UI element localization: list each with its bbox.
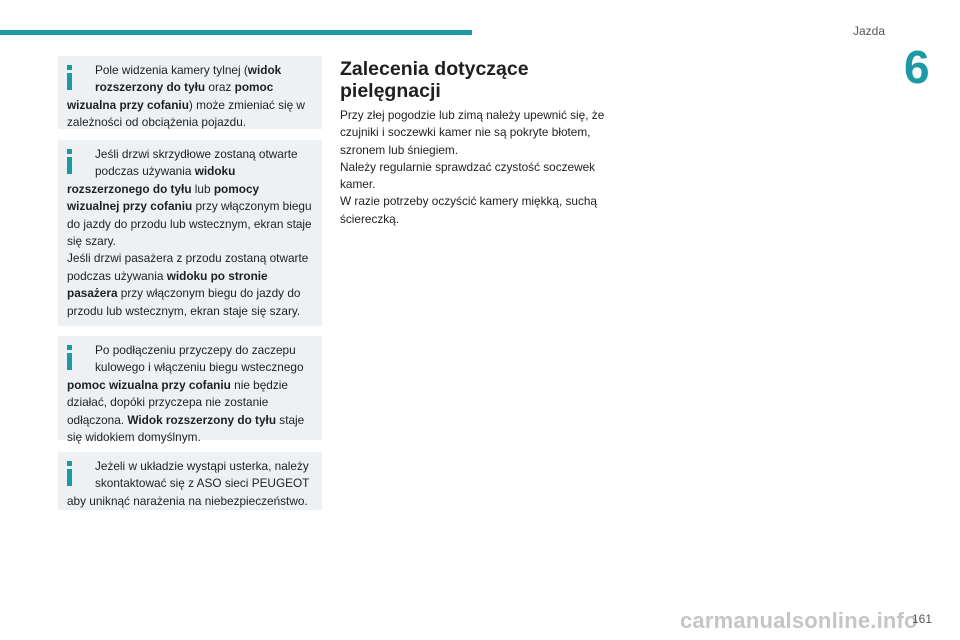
note-text-run: Jeśli drzwi skrzydłowe zostaną otwarte podczas używania [95,147,298,179]
note-text [67,63,305,129]
info-icon [67,65,87,90]
section-body [340,107,610,228]
section-paragraph: Należy regularnie sprawdzać czystość soczewek kamer. [340,159,596,192]
note-text-run: przy włączonym biegu do jazdy do przodu lub wstecznym, ekran staje się szary. [67,286,301,318]
section-title: Zalecenia dotyczące pielęgnacji [340,58,529,102]
note-text-run: Jeżeli w układzie wystąpi usterka, należy skontaktować się z ASO sieci PEUGEOT aby uniknąć narażenia na niebezpieczeństwo. [67,459,310,508]
note-bold-term: pomoc wizualna przy cofaniu [67,80,274,112]
note-bold-term: pomocy wizualnej przy cofaniu [67,181,260,214]
note-bold-term: widok rozszerzony do tyłu [95,63,282,95]
note-text-run: oraz [205,80,235,95]
note-text-run: ) może zmieniać się w zależności od obciążenia pojazdu. [67,97,305,130]
info-icon [67,149,87,174]
info-icon [67,345,87,370]
note-text [67,147,312,318]
section-paragraph: Przy złej pogodzie lub zimą należy upewnić się, że czujniki i soczewki kamer nie są pokryte błotem, szronem lub śniegiem. [340,108,605,157]
note-text [67,459,309,508]
header-accent-bar [0,30,472,35]
info-icon [67,461,87,486]
note-text-run: Jeśli drzwi pasażera z przodu zostaną otwarte podczas używania [67,251,309,283]
watermark: carmanualsonline.info [680,608,918,633]
note-bold-term: pomoc wizualna przy cofaniu [67,377,231,392]
info-note [58,56,322,129]
chapter-title: Jazda [853,24,886,38]
info-note [58,140,322,326]
info-note [58,336,322,445]
note-text-run: nie będzie działać, dopóki przyczepa nie zostanie odłączona. [67,377,288,427]
note-text-run: przy włączonym biegu do jazdy do przodu lub wstecznym, ekran staje się szary. [67,199,312,249]
note-text-run: staje się widokiem domyślnym. [67,412,305,445]
note-text-run: Po podłączeniu przyczepy do zaczepu kulowego i włączeniu biegu wstecznego [95,343,304,375]
section-paragraph: W razie potrzeby oczyścić kamery miękką, suchą ściereczką. [340,194,597,226]
note-text-run: lub [191,181,214,196]
page-number: 161 [912,612,933,626]
note-text-run: Pole widzenia kamery tylnej ( [95,63,248,77]
note-text [67,343,304,444]
chapter-number: 6 [904,41,930,93]
info-note [58,452,322,510]
note-bold-term: Widok rozszerzony do tyłu [127,412,277,427]
note-bold-term: widoku po stronie pasażera [67,268,268,301]
note-bold-term: widoku rozszerzonego do tyłu [67,164,236,196]
